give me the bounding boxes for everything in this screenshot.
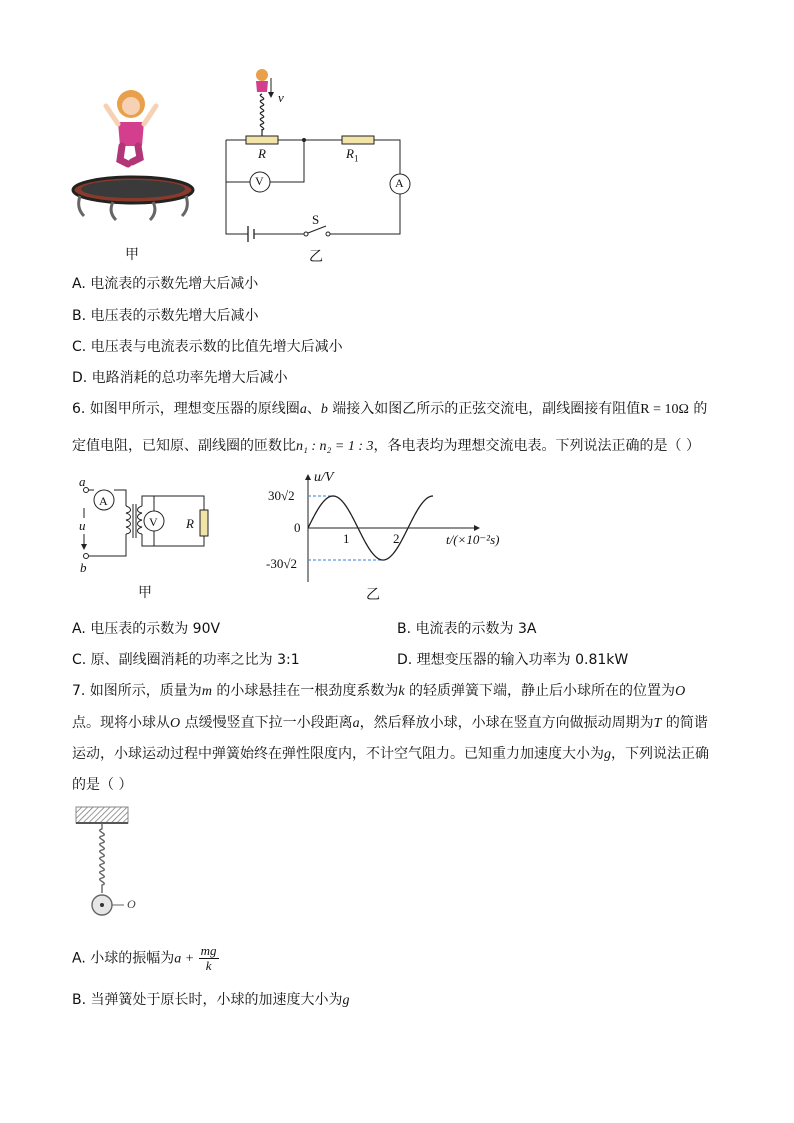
voltage-chart [262, 470, 512, 590]
circuit-figure [218, 66, 418, 246]
velocity-label: v [278, 90, 284, 105]
voltage-chart-caption: 乙 [366, 587, 380, 603]
ytick-bottom: -30√2 [266, 556, 297, 571]
ammeter-label: A [395, 176, 404, 190]
transformer-caption: 甲 [138, 585, 152, 601]
voltmeter-label: V [149, 515, 158, 529]
ytick-top: 30√2 [268, 488, 295, 503]
trampoline-figure [68, 84, 198, 244]
q5-option-d: D. 电路消耗的总功率先增大后减小 [72, 370, 288, 386]
q5-option-c: C. 电压表与电流表示数的比值先增大后减小 [72, 339, 343, 355]
figure1-caption-right: 乙 [309, 249, 323, 265]
q6-option-a: A. 电压表的示数为 90V [72, 621, 221, 637]
transformer-figure [72, 474, 222, 584]
trampoline-girl-illustration [68, 84, 198, 244]
switch-label: S [312, 212, 320, 227]
terminal-a-label: a [79, 474, 86, 489]
x-axis-arrow [474, 525, 480, 531]
transformer-diagram [72, 484, 222, 584]
xtick-1: 1 [343, 531, 350, 546]
q7-option-a: A. 小球的振幅为a + $\frac{mg}{k}$ [72, 943, 217, 973]
q5-option-b: B. 电压表的示数先增大后减小 [72, 308, 259, 324]
q6-option-b: B. 电流表的示数为 3A [397, 621, 537, 637]
resistor-label: R [186, 516, 194, 531]
q7-stem-line2: 点。现将小球从O 点缓慢竖直下拉一小段距离a，然后释放小球，小球在竖直方向做振动周期为T 的简谐 [72, 715, 708, 731]
voltmeter-label: V [255, 174, 264, 188]
q6-stem-line2: 定值电阻，已知原、副线圈的匝数比n₁ : n₂ = 1 : 3，各电表均为理想交流电表。下列说法正确的是（ ） [72, 438, 700, 454]
q7-stem-line1: 7. 如图所示，质量为m 的小球悬挂在一根劲度系数为k 的轻质弹簧下端，静止后小球所在的位置为O [72, 683, 686, 699]
ytick-zero: 0 [294, 520, 301, 535]
q6-option-c: C. 原、副线圈消耗的功率之比为 3:1 [72, 652, 300, 668]
terminal-b-label: b [80, 560, 87, 575]
y-axis-arrow [305, 474, 311, 480]
q5-option-a: A. 电流表的示数先增大后减小 [72, 276, 259, 292]
ammeter-label: A [99, 494, 108, 508]
equilibrium-o-label: O [127, 897, 136, 911]
q6-option-d: D. 理想变压器的输入功率为 0.81kW [397, 652, 629, 668]
q7-option-b: B. 当弹簧处于原长时，小球的加速度大小为g [72, 992, 350, 1008]
figure1-caption-left: 甲 [125, 247, 139, 263]
q7-stem-line3: 运动，小球运动过程中弹簧始终在弹性限度内，不计空气阻力。已知重力加速度大小为g，下列说法正确 [72, 746, 709, 762]
rheostat-label: R [258, 146, 266, 161]
q7-stem-line4: 的是（ ） [72, 777, 133, 793]
fraction-mg-over-k: $\frac{mg}{k}$ [200, 943, 217, 973]
chart-xlabel: t/(×10⁻²s) [446, 532, 500, 547]
chart-ylabel: u/V [314, 470, 334, 485]
xtick-2: 2 [393, 531, 400, 546]
voltage-u-label: u [79, 518, 86, 533]
spring-figure [72, 805, 162, 920]
resistor-r1-label: $R_1$ [346, 146, 359, 164]
q6-stem-line1: 6. 如图甲所示，理想变压器的原线圈a、b 端接入如图乙所示的正弦交流电，副线圈接有阻值R = 10Ω 的 [72, 401, 708, 417]
spring-diagram [72, 805, 162, 920]
